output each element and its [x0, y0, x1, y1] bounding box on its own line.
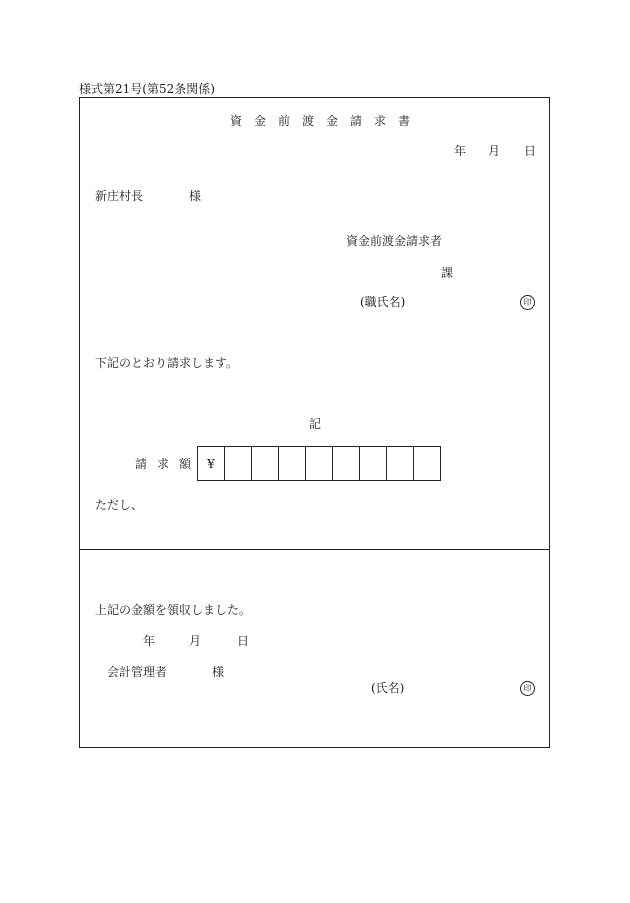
requester-position-name: (職氏名): [360, 295, 406, 309]
proviso-label: ただし、: [95, 498, 144, 512]
date-year-label: 年: [454, 144, 467, 158]
amount-digit-box[interactable]: [278, 447, 305, 480]
amount-digit-box[interactable]: [359, 447, 386, 480]
addressee-name: 新庄村長: [95, 189, 144, 203]
receipt-date-month: 月: [189, 634, 202, 648]
requester-section: 課: [441, 266, 454, 280]
amount-digit-box[interactable]: [413, 447, 440, 480]
receipt-date-year: 年: [143, 634, 156, 648]
receipt-honorific: 様: [212, 665, 225, 679]
amount-digit-box[interactable]: [251, 447, 278, 480]
request-statement: 下記のとおり請求します。: [95, 356, 239, 370]
amount-digit-box[interactable]: [305, 447, 332, 480]
ki-label: 記: [309, 417, 322, 431]
addressee-honorific: 様: [189, 189, 202, 203]
receipt-statement: 上記の金額を領収しました。: [95, 603, 252, 617]
amount-digit-box[interactable]: [386, 447, 413, 480]
yen-symbol: ¥: [207, 456, 215, 471]
amount-digit-box[interactable]: [224, 447, 251, 480]
amount-digit-box[interactable]: [332, 447, 359, 480]
date-month-label: 月: [488, 144, 501, 158]
document-title: 資金前渡金請求書: [230, 114, 423, 128]
receipt-name-label: (氏名): [371, 681, 405, 695]
receipt-recipient: 会計管理者: [107, 665, 168, 679]
requester-seal-icon: 印: [520, 295, 535, 310]
form-number: 様式第21号(第52条関係): [79, 82, 215, 96]
section-divider: [79, 549, 550, 550]
amount-label: 請求額: [135, 457, 202, 471]
receipt-seal-icon: 印: [520, 681, 535, 696]
requester-label: 資金前渡金請求者: [346, 234, 443, 248]
receipt-date-day: 日: [237, 634, 250, 648]
amount-digit-grid[interactable]: [197, 446, 441, 481]
date-day-label: 日: [524, 144, 537, 158]
